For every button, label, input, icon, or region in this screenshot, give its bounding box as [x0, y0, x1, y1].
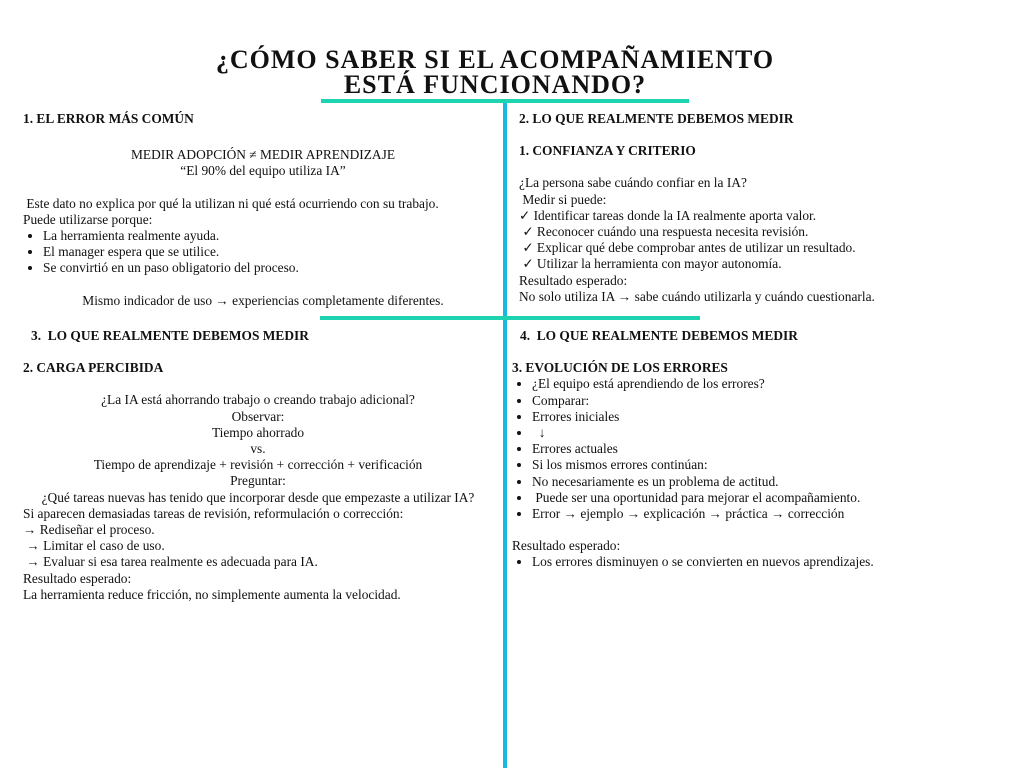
- section-carga: [23, 328, 493, 603]
- list-item: • La herramienta realmente ayuda.: [43, 228, 503, 244]
- center-line: Observar:: [231, 408, 285, 424]
- section-heading: 3. LO QUE REALMENTE DEBEMOS MEDIR: [31, 328, 309, 343]
- text-line: → Limitar el caso de uso.: [23, 538, 165, 554]
- result-list: [512, 554, 1012, 570]
- list-item: • Error → ejemplo → explicación → práctica → corrección: [532, 506, 1012, 522]
- result-text: La herramienta reduce fricción, no simplemente aumenta la velocidad.: [23, 586, 401, 602]
- result-label: Resultado esperado:: [23, 570, 132, 586]
- result-text: No solo utiliza IA → sabe cuándo utilizarla y cuándo cuestionarla.: [519, 288, 875, 304]
- text-line: → Evaluar si esa tarea realmente es adecuada para IA.: [23, 554, 318, 570]
- bullet-lead: Puede utilizarse porque:: [23, 211, 153, 227]
- list-item: • ↓: [532, 425, 1012, 441]
- list-item: • Puede ser una oportunidad para mejorar el acompañamiento.: [532, 490, 1012, 506]
- closing-statement: Mismo indicador de uso → experiencias completamente diferentes.: [82, 292, 444, 308]
- section-heading: 1. EL ERROR MÁS COMÚN: [23, 111, 194, 126]
- title-line-1: ¿CÓMO SABER SI EL ACOMPAÑAMIENTO: [215, 45, 775, 74]
- section-heading: 4. LO QUE REALMENTE DEBEMOS MEDIR: [520, 328, 798, 343]
- check-item: ✓ Explicar qué debe comprobar antes de utilizar un resultado.: [519, 240, 856, 256]
- result-label: Resultado esperado:: [512, 538, 621, 554]
- list-item: • Comparar:: [532, 393, 1012, 409]
- title-line-2: ESTÁ FUNCIONANDO?: [343, 70, 647, 99]
- list-item: • Errores iniciales: [532, 409, 1012, 425]
- list-item: • Errores actuales: [532, 441, 1012, 457]
- center-line: vs.: [250, 441, 266, 457]
- center-line: Tiempo de aprendizaje + revisión + corrección + verificación: [93, 457, 423, 473]
- text-line: → Rediseñar el proceso.: [23, 522, 155, 538]
- center-line: Preguntar:: [230, 473, 286, 489]
- center-statement: MEDIR ADOPCIÓN ≠ MEDIR APRENDIZAJE: [130, 147, 395, 163]
- center-line: ¿Qué tareas nuevas has tenido que incorporar desde que empezaste a utilizar IA?: [41, 489, 475, 505]
- center-line: Tiempo ahorrado: [211, 424, 305, 440]
- list-item: • El manager espera que se utilice.: [43, 244, 503, 260]
- list-item: • Se convirtió en un paso obligatorio del proceso.: [43, 260, 503, 276]
- text-line: Si aparecen demasiadas tareas de revisión, reformulación o corrección:: [23, 505, 404, 521]
- vertical-divider: [503, 103, 507, 768]
- check-item: ✓ Identificar tareas donde la IA realmente aporta valor.: [519, 207, 817, 223]
- check-item: ✓ Reconocer cuándo una respuesta necesita revisión.: [519, 224, 809, 240]
- list-item: • No necesariamente es un problema de actitud.: [532, 474, 1012, 490]
- result-label: Resultado esperado:: [519, 272, 628, 288]
- section-errores: [512, 328, 1012, 571]
- check-lead: Medir si puede:: [519, 191, 607, 207]
- bullet-list: [512, 376, 1012, 522]
- question: ¿La persona sabe cuándo confiar en la IA?: [519, 175, 747, 191]
- list-item: • Si los mismos errores continúan:: [532, 457, 1012, 473]
- page-title: [0, 47, 990, 97]
- list-item: • Los errores disminuyen o se convierten en nuevos aprendizajes.: [532, 554, 1012, 570]
- section-subheading: 3. EVOLUCIÓN DE LOS ERRORES: [512, 360, 728, 376]
- section-heading: 2. LO QUE REALMENTE DEBEMOS MEDIR: [519, 111, 794, 126]
- center-line: ¿La IA está ahorrando trabajo o creando trabajo adicional?: [101, 392, 415, 408]
- bullet-list: [23, 228, 503, 277]
- section-confianza: [519, 111, 1019, 305]
- section-error-comun: [23, 111, 503, 309]
- center-quote: “El 90% del equipo utiliza IA”: [180, 163, 346, 179]
- horizontal-divider: [320, 316, 700, 320]
- list-item: • ¿El equipo está aprendiendo de los errores?: [532, 376, 1012, 392]
- section-subheading: 2. CARGA PERCIBIDA: [23, 360, 164, 376]
- paragraph: Este dato no explica por qué la utilizan ni qué está ocurriendo con su trabajo.: [23, 195, 439, 211]
- check-item: ✓ Utilizar la herramienta con mayor autonomía.: [519, 256, 782, 272]
- section-subheading: 1. CONFIANZA Y CRITERIO: [519, 143, 696, 159]
